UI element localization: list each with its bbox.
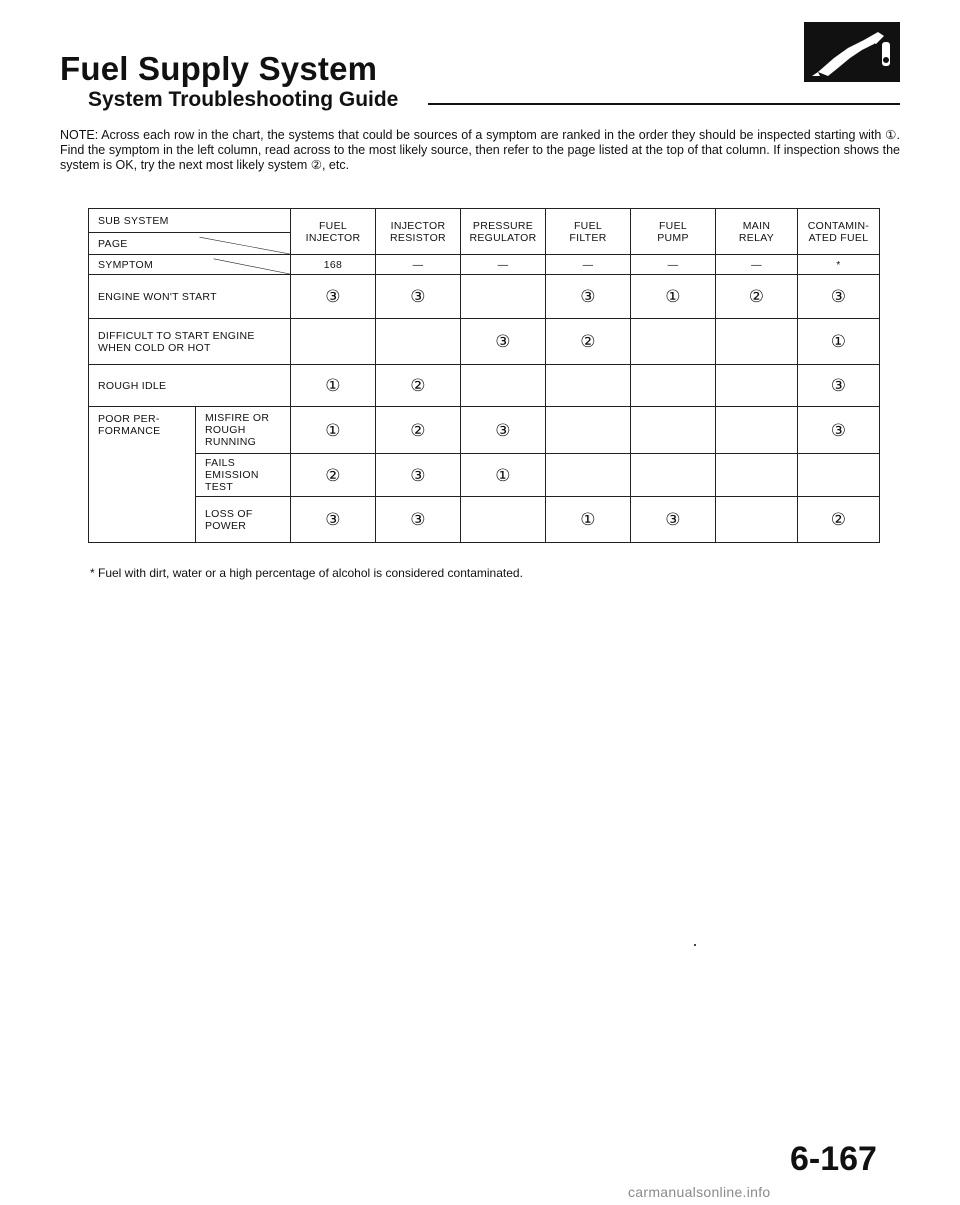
- page-title: Fuel Supply System: [60, 50, 378, 87]
- rank-cell: [716, 454, 798, 497]
- rank-cell: [291, 319, 376, 365]
- page-number: 6-167: [790, 1140, 877, 1178]
- rank-cell: ③: [546, 275, 631, 319]
- poor-performance-label: POOR PER- FORMANCE: [89, 407, 196, 543]
- rank-cell: [461, 497, 546, 543]
- rank-cell: ②: [291, 454, 376, 497]
- rank-cell: ③: [376, 497, 461, 543]
- rank-cell: ③: [631, 497, 716, 543]
- section-rule: [428, 103, 900, 105]
- column-header: FUEL PUMP: [631, 209, 716, 255]
- section-title: System Troubleshooting Guide: [88, 88, 404, 112]
- column-header: PRESSURE REGULATOR: [461, 209, 546, 255]
- rank-cell: [798, 454, 880, 497]
- rank-cell: ③: [461, 407, 546, 454]
- symptom-cell: ROUGH IDLE: [89, 365, 291, 407]
- rank-cell: [716, 497, 798, 543]
- symptom-cell: ENGINE WON'T START: [89, 275, 291, 319]
- rank-cell: ③: [291, 275, 376, 319]
- watermark: carmanualsonline.info: [628, 1184, 771, 1200]
- rank-cell: [716, 365, 798, 407]
- rank-cell: [546, 454, 631, 497]
- symptom-label: SYMPTOM: [89, 255, 291, 275]
- troubleshooting-table: [88, 208, 880, 543]
- rank-cell: ③: [291, 497, 376, 543]
- scan-speck: [694, 944, 696, 946]
- table-row: [89, 454, 880, 497]
- rank-cell: ③: [798, 365, 880, 407]
- table-row: [89, 319, 880, 365]
- rank-cell: [631, 319, 716, 365]
- column-header: FUEL FILTER: [546, 209, 631, 255]
- column-header: INJECTOR RESISTOR: [376, 209, 461, 255]
- rank-cell: [716, 319, 798, 365]
- rank-cell: ②: [546, 319, 631, 365]
- column-header: CONTAMIN- ATED FUEL: [798, 209, 880, 255]
- rank-cell: [461, 365, 546, 407]
- symptom-cell: DIFFICULT TO START ENGINE WHEN COLD OR HOT: [89, 319, 291, 365]
- column-header: FUEL INJECTOR: [291, 209, 376, 255]
- page-ref: —: [631, 255, 716, 275]
- rank-cell: [546, 365, 631, 407]
- rank-cell: ③: [798, 275, 880, 319]
- page-ref: —: [376, 255, 461, 275]
- rank-cell: ①: [798, 319, 880, 365]
- rank-cell: ①: [291, 365, 376, 407]
- rank-cell: ①: [461, 454, 546, 497]
- page-ref: —: [461, 255, 546, 275]
- rank-cell: ③: [798, 407, 880, 454]
- rank-cell: ②: [376, 407, 461, 454]
- rank-cell: ③: [461, 319, 546, 365]
- symptom-cell: FAILS EMISSION TEST: [196, 454, 291, 497]
- sub-system-label: SUB SYSTEM: [89, 209, 291, 233]
- page-ref: —: [546, 255, 631, 275]
- fuel-nozzle-icon: [804, 22, 900, 82]
- rank-cell: [546, 407, 631, 454]
- rank-cell: [716, 407, 798, 454]
- footnote: * Fuel with dirt, water or a high percentage of alcohol is considered contaminated.: [90, 566, 523, 580]
- rank-cell: ①: [631, 275, 716, 319]
- rank-cell: [631, 454, 716, 497]
- rank-cell: ①: [291, 407, 376, 454]
- symptom-cell: MISFIRE OR ROUGH RUNNING: [196, 407, 291, 454]
- table-row: [89, 497, 880, 543]
- rank-cell: [461, 275, 546, 319]
- rank-cell: ②: [716, 275, 798, 319]
- rank-cell: ③: [376, 275, 461, 319]
- rank-cell: [376, 319, 461, 365]
- page-ref: —: [716, 255, 798, 275]
- rank-cell: ①: [546, 497, 631, 543]
- section-header: [88, 88, 900, 118]
- rank-cell: [631, 365, 716, 407]
- page-ref: *: [798, 255, 880, 275]
- rank-cell: ②: [798, 497, 880, 543]
- page-label: PAGE: [89, 233, 291, 255]
- symptom-cell: LOSS OF POWER: [196, 497, 291, 543]
- column-header: MAIN RELAY: [716, 209, 798, 255]
- table-row: [89, 275, 880, 319]
- page-ref: 168: [291, 255, 376, 275]
- rank-cell: ③: [376, 454, 461, 497]
- rank-cell: [631, 407, 716, 454]
- rank-cell: ②: [376, 365, 461, 407]
- instruction-note: NOTE: Across each row in the chart, the systems that could be sources of a symptom are ranked in the order they should be inspected starting with ①. Find the symptom in the left column, read across to the most likely source, then refer to the page listed at the top of that column. If inspection shows the system is OK, try the next most likely system ②, etc.: [60, 128, 900, 172]
- table-row: [89, 407, 880, 454]
- table-row: [89, 365, 880, 407]
